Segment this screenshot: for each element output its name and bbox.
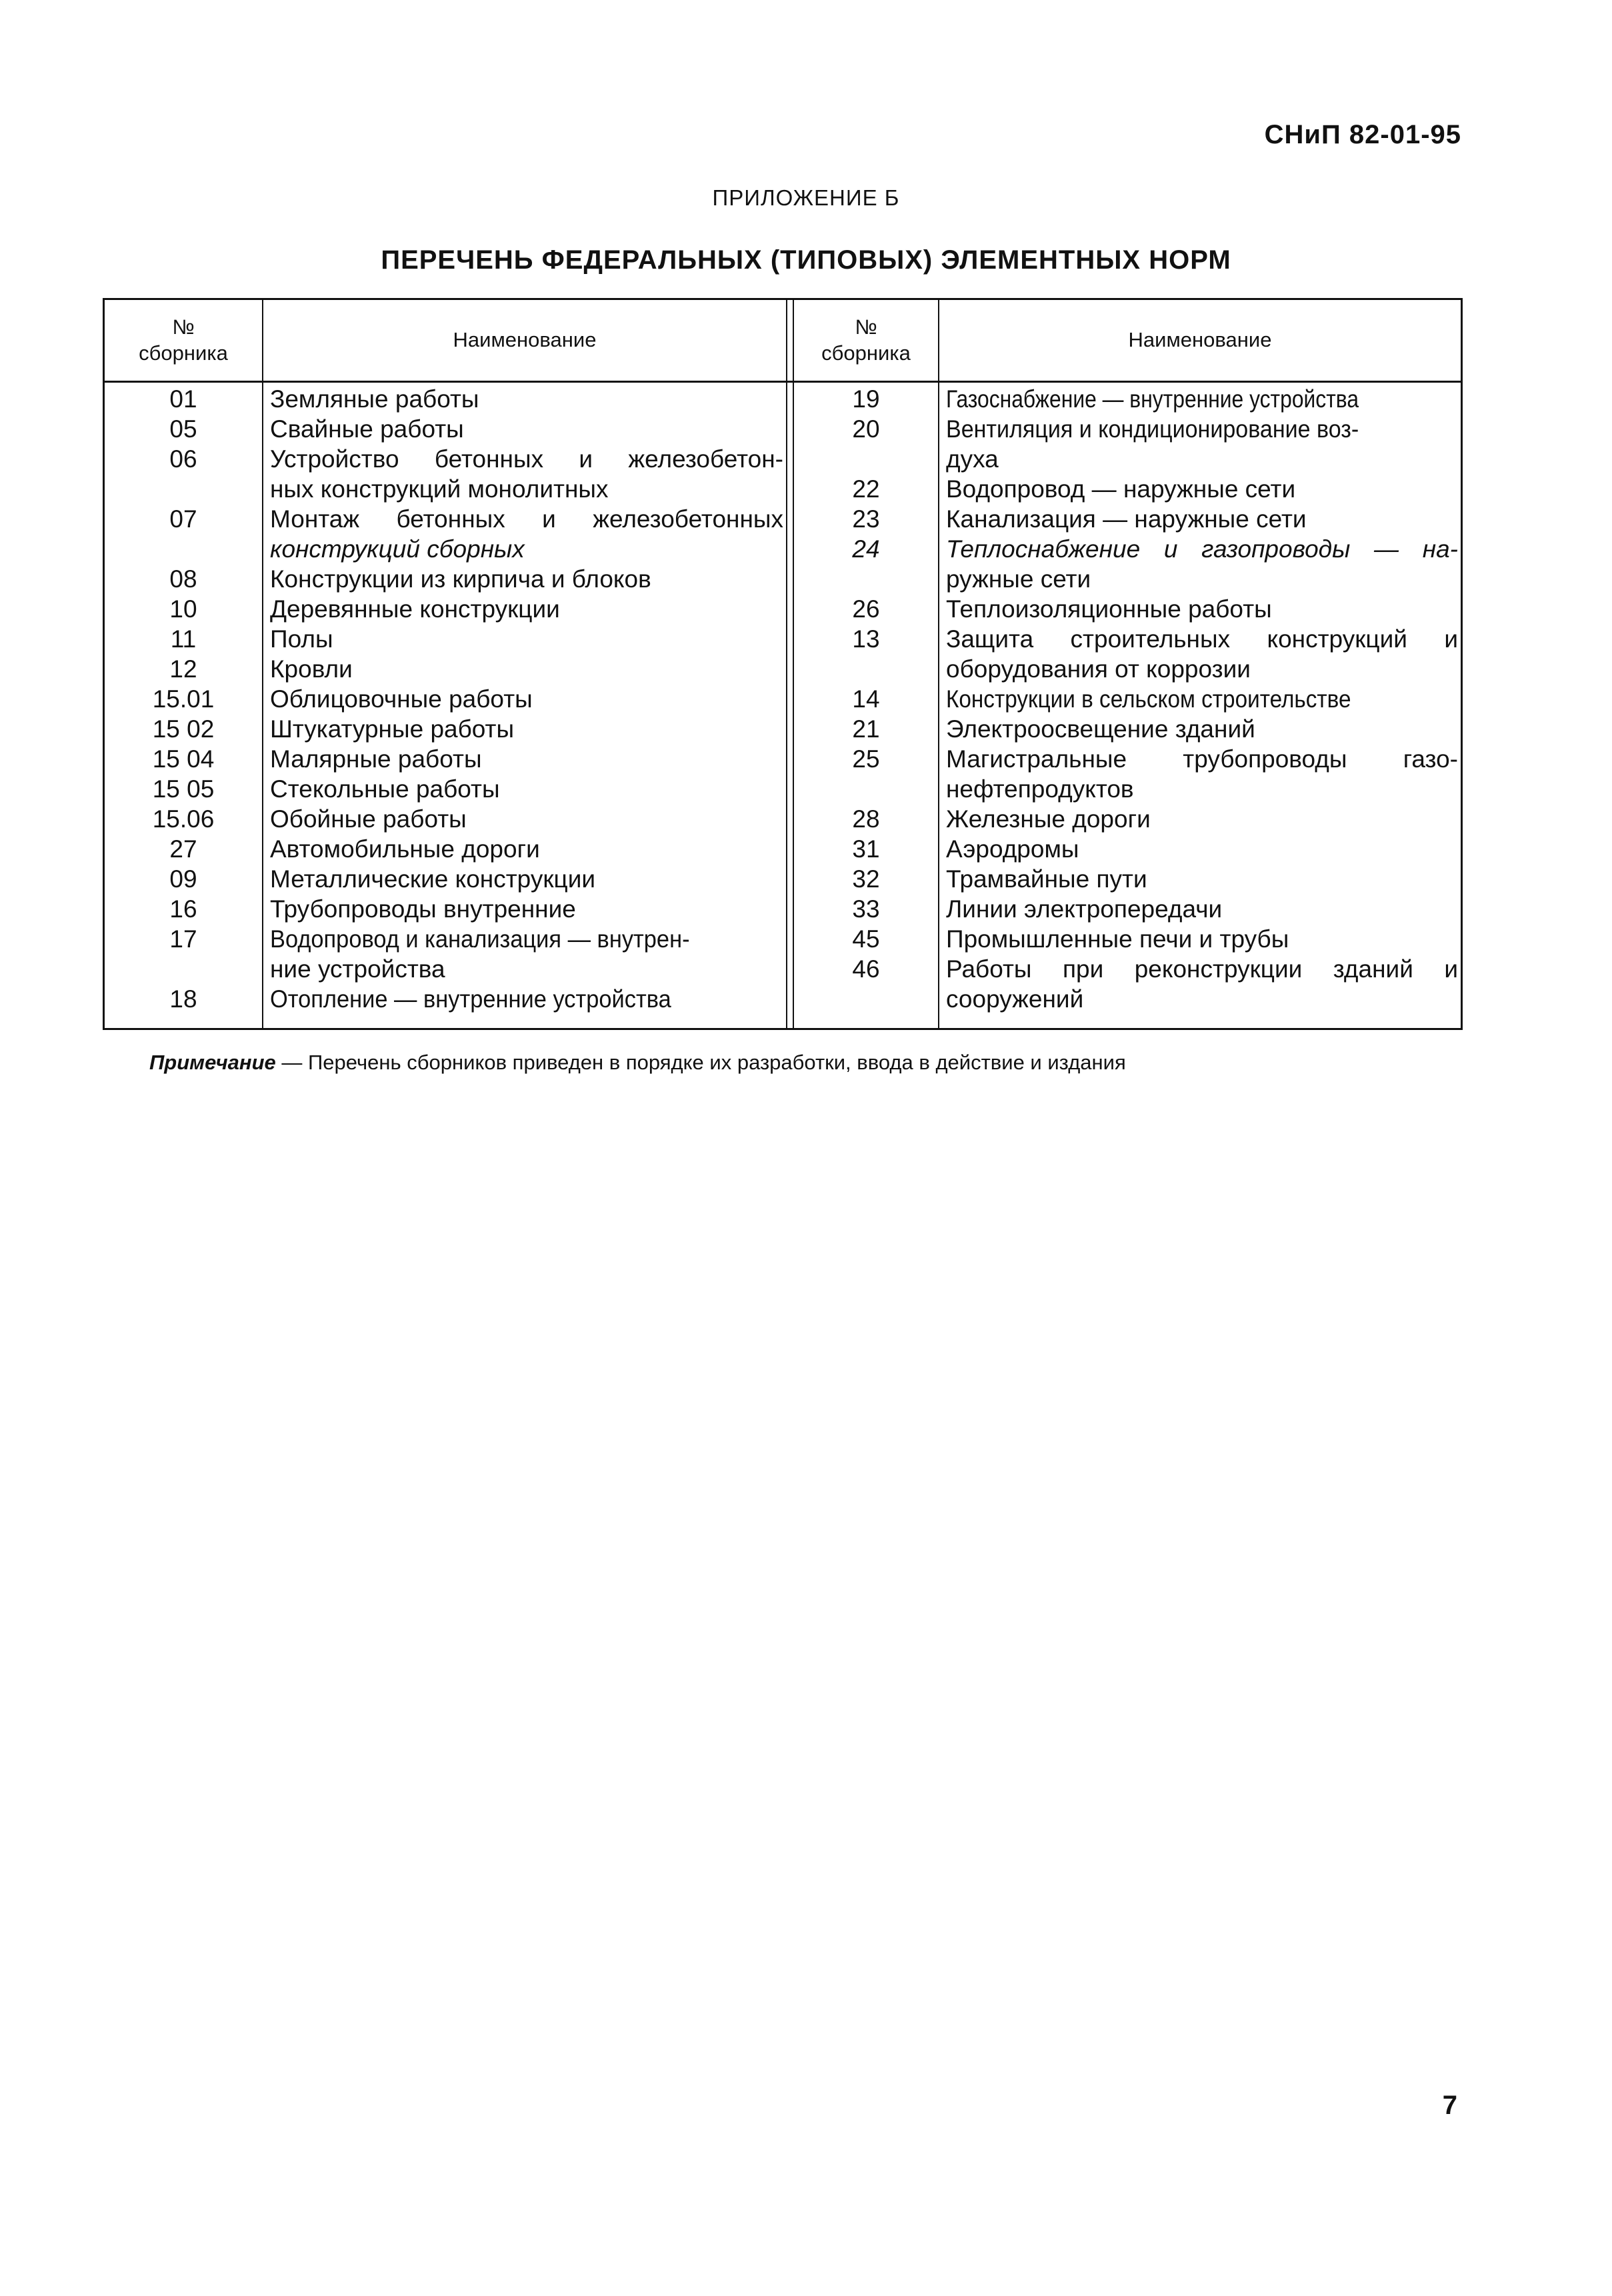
collection-number: 10 (169, 595, 197, 623)
collection-name: Электроосвещение зданий (946, 715, 1255, 743)
collection-name-text: Отопление — внутренние устройства (270, 985, 671, 1013)
header-name-label: Наименование (1128, 328, 1272, 352)
collection-name: Малярные работы (270, 745, 482, 773)
collection-name: Водопровод — наружные сети (946, 475, 1296, 503)
collection-name: ние устройства (270, 955, 445, 983)
collection-number: 15.06 (152, 805, 215, 833)
collection-number: 22 (852, 475, 880, 503)
collection-number (794, 984, 938, 1014)
collection-number: 11 (170, 625, 197, 653)
collection-name-text: Водопровод и канализация — внутрен- (270, 925, 690, 953)
collection-name-text: Конструкции в сельском строительстве (946, 685, 1351, 713)
collection-name: Трубопроводы внутренние (270, 895, 576, 923)
collection-number: 15.01 (152, 685, 215, 713)
page-number: 7 (1442, 2091, 1457, 2120)
collection-name: Железные дороги (946, 805, 1151, 833)
collection-name: конструкций сборных (270, 535, 525, 563)
collection-number: 25 (852, 745, 880, 773)
collection-number: 23 (852, 505, 880, 533)
appendix-heading: ПРИЛОЖЕНИЕ Б (712, 185, 900, 210)
collection-number: 17 (169, 925, 197, 953)
collection-name: Конструкции из кирпича и блоков (270, 565, 651, 593)
collection-name: Полы (270, 625, 333, 653)
collection-number: 45 (852, 925, 880, 953)
collection-number: 20 (852, 415, 880, 443)
collection-name: Магистральные трубопроводы газо- (946, 745, 1458, 773)
table-note (149, 1051, 1126, 1075)
collection-name: Автомобильные дороги (270, 835, 540, 863)
collection-number: 24 (852, 535, 880, 563)
collection-number: 05 (169, 415, 197, 443)
column-divider (938, 300, 939, 1028)
header-divider (105, 381, 1461, 383)
collection-name (270, 924, 783, 954)
collection-name: ных конструкций монолитных (270, 475, 609, 503)
collection-name: Деревянные конструкции (270, 595, 560, 623)
collection-name: Обойные работы (270, 805, 467, 833)
collection-number: 32 (852, 865, 880, 893)
collection-name: Теплоснабжение и газопроводы — на- (946, 535, 1458, 563)
collection-name: Стекольные работы (270, 775, 500, 803)
collection-name: духа (946, 445, 999, 473)
collection-name: Штукатурные работы (270, 715, 515, 743)
header-number-label: сборника (139, 341, 228, 365)
collection-number: 01 (169, 385, 197, 413)
collection-number (105, 534, 262, 564)
collection-number: 06 (169, 445, 197, 473)
collection-number: 15 05 (152, 775, 215, 803)
collection-number: 15 02 (152, 715, 215, 743)
header-name-label: Наименование (453, 328, 597, 352)
collection-number (794, 444, 938, 474)
collection-number: 19 (852, 385, 880, 413)
collection-name (946, 384, 1458, 414)
collection-name: Теплоизоляционные работы (946, 595, 1272, 623)
collection-name: Земляные работы (270, 385, 479, 413)
collection-number: 18 (169, 985, 197, 1013)
header-number-symbol: № (172, 315, 195, 339)
column-divider (786, 300, 787, 1028)
collection-name: Облицовочные работы (270, 685, 533, 713)
collection-number: 14 (852, 685, 880, 713)
collection-number (105, 954, 262, 984)
collection-number: 08 (169, 565, 197, 593)
collection-name: нефтепродуктов (946, 775, 1134, 803)
collection-name: Свайные работы (270, 415, 464, 443)
collection-name: Аэродромы (946, 835, 1079, 863)
collection-number: 13 (852, 625, 880, 653)
collection-name: Линии электропередачи (946, 895, 1223, 923)
collection-number (794, 564, 938, 594)
page-title: ПЕРЕЧЕНЬ ФЕДЕРАЛЬНЫХ (ТИПОВЫХ) ЭЛЕМЕНТНЫХ НОРМ (381, 245, 1231, 275)
collection-name (270, 984, 783, 1014)
header-number-left (105, 300, 262, 381)
collection-name: ружные сети (946, 565, 1091, 593)
collection-number: 26 (852, 595, 880, 623)
collection-name: Монтаж бетонных и железобетонных (270, 505, 783, 533)
collection-name: сооружений (946, 985, 1084, 1013)
collection-number: 15 04 (152, 745, 215, 773)
collection-number: 46 (852, 955, 880, 983)
collection-name: Промышленные печи и трубы (946, 925, 1289, 953)
collection-number: 31 (852, 835, 880, 863)
collection-name: Работы при реконструкции зданий и (946, 955, 1458, 983)
collection-name: Канализация — наружные сети (946, 505, 1307, 533)
header-name-left (263, 300, 786, 381)
header-number-right (794, 300, 938, 381)
collection-number: 07 (169, 505, 197, 533)
collection-name: Металлические конструкции (270, 865, 596, 893)
collection-number: 09 (169, 865, 197, 893)
collection-number: 28 (852, 805, 880, 833)
collection-name: оборудования от коррозии (946, 655, 1251, 683)
norms-table (103, 298, 1463, 1030)
collection-number: 27 (169, 835, 197, 863)
note-label: Примечание (149, 1051, 276, 1074)
collection-name-text: Вентиляция и кондиционирование воз- (946, 415, 1359, 443)
collection-name: Трамвайные пути (946, 865, 1147, 893)
collection-name (946, 684, 1458, 714)
collection-number: 21 (852, 715, 880, 743)
collection-number: 33 (852, 895, 880, 923)
collection-number (105, 474, 262, 504)
document-code: СНиП 82-01-95 (1264, 120, 1461, 149)
column-divider (262, 300, 263, 1028)
header-number-label: сборника (821, 341, 911, 365)
collection-name: Устройство бетонных и железобетон- (270, 445, 783, 473)
collection-number (794, 654, 938, 684)
header-name-right (939, 300, 1461, 381)
collection-number (794, 774, 938, 804)
collection-number: 12 (169, 655, 197, 683)
collection-name: Кровли (270, 655, 353, 683)
collection-name-text: Газоснабжение — внутренние устройства (946, 385, 1359, 413)
collection-name: Защита строительных конструкций и (946, 625, 1458, 653)
note-text: — Перечень сборников приведен в порядке их разработки, ввода в действие и издания (275, 1051, 1126, 1074)
header-number-symbol: № (855, 315, 877, 339)
collection-number: 16 (169, 895, 197, 923)
collection-name (946, 414, 1458, 444)
